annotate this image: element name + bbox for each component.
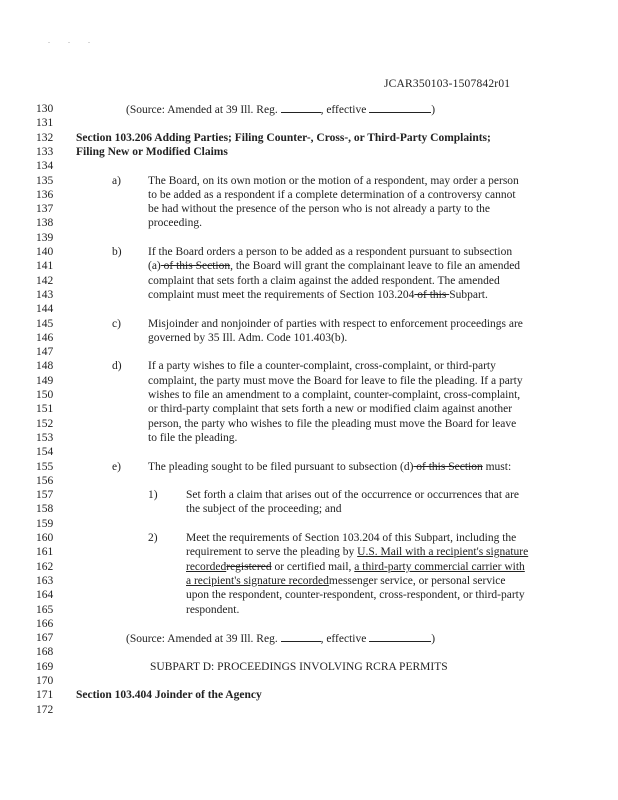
blank-field [281,102,321,113]
line-text [148,317,523,331]
line-text [148,460,511,474]
line-number: 136 [36,188,54,201]
struck-text: of this Section [160,260,231,273]
line-number: 146 [36,331,54,344]
line-text [76,688,262,702]
line-number: 154 [36,446,54,459]
line-number: 165 [36,603,54,616]
blank-field [281,631,321,642]
inserted-text: recorded [186,560,227,573]
line-number: 168 [36,646,54,659]
struck-text: registered [226,560,272,573]
text-run: requirement to serve the pleading by [186,546,358,559]
line-number: 167 [36,632,54,645]
text-run: to file the pleading. [148,431,238,444]
line-number: 145 [36,317,54,330]
text-run: Section 103.206 Adding Parties; Filing Counter-, Cross-, or Third-Party Complaints; [76,131,491,144]
line-number: 159 [36,517,54,530]
text-run: Filing New or Modified Claims [76,145,228,158]
text-run: (a) [148,260,161,273]
blank-field [369,102,431,113]
line-number: 172 [36,703,54,716]
text-run: messenger service, or personal service [328,574,506,587]
line-number: 163 [36,574,54,587]
line-text [148,388,520,402]
line-number: 148 [36,360,54,373]
subsection-label: d) [112,360,122,373]
line-text [150,660,448,674]
line-text [186,545,528,559]
text-run: proceeding. [148,217,202,230]
text-run: ) [431,633,436,646]
line-number: 166 [36,617,54,630]
line-number: 164 [36,589,54,602]
line-text [186,502,342,516]
line-text [186,603,239,617]
line-text [186,588,525,602]
blank-field [369,631,431,642]
text-run: (Source: Amended at 39 Ill. Reg. [126,104,281,116]
inserted-text: a third-party commercial carrier with [354,560,525,573]
line-text [76,131,491,145]
line-text [148,402,512,416]
text-run: Misjoinder and nonjoinder of parties with respect to enforcement proceedings are [148,317,523,330]
line-text [148,202,490,216]
line-number: 153 [36,431,54,444]
line-text [148,216,202,230]
text-run: If a party wishes to file a counter-complaint, cross-complaint, or third-party [148,360,496,373]
line-text [148,245,512,259]
text-run: the subject of the proceeding; and [186,503,342,516]
line-text [126,102,435,117]
line-number: 131 [36,117,54,130]
line-text [148,274,500,288]
line-text [148,174,519,188]
line-number: 170 [36,675,54,687]
line-number: 143 [36,288,54,301]
text-run: , effective [320,633,370,646]
subsection-label: a) [112,174,121,187]
subsection-label: e) [112,460,121,473]
line-number: 141 [36,260,54,273]
line-number: 149 [36,374,54,387]
line-number: 158 [36,503,54,516]
line-number: 139 [36,231,54,244]
line-number: 160 [36,532,54,544]
text-run: If the Board orders a person to be added as a respondent pursuant to subsection [148,246,513,258]
text-run: person, the party who wishes to file the pleading must move the Board for leave [148,417,517,430]
text-run: or third-party complaint that sets forth a new or modified claim against another [148,403,513,416]
line-text [186,560,525,574]
line-number: 130 [36,103,54,115]
line-number: 137 [36,203,54,216]
text-run: complaint, the party must move the Board for leave to file the pleading. If a party [148,374,523,387]
line-number: 144 [36,303,54,316]
line-text [148,359,496,373]
line-text [148,374,523,388]
text-run: ) [431,104,436,116]
text-run: complaint that sets forth a claim against the added respondent. The amended [148,274,500,287]
text-run: be had without the presence of the person who is not already a party to the [148,203,491,216]
text-run: The Board, on its own motion or the motion of a respondent, may order a person [148,174,519,187]
line-number: 132 [36,131,54,144]
inserted-text: U.S. Mail with a recipient's signature [357,546,529,559]
line-number: 157 [36,489,54,502]
line-number: 147 [36,346,54,359]
document-id-header: JCAR350103-1507842r01 [384,78,511,90]
line-text [148,188,516,202]
line-number: 151 [36,403,54,416]
line-text [148,288,488,302]
text-run: respondent. [186,603,240,616]
line-text [186,488,519,502]
item-label: 2) [148,532,158,544]
text-run: Set forth a claim that arises out of the occurrence or occurrences that are [186,489,520,502]
text-run: upon the respondent, counter-respondent, cross-respondent, or third-party [186,589,525,602]
line-number: 162 [36,560,54,573]
subsection-label: b) [112,246,122,258]
line-text [76,145,228,159]
text-run: SUBPART D: PROCEEDINGS INVOLVING RCRA PERMITS [150,660,448,673]
text-run: Meet the requirements of Section 103.204 of this Subpart, including the [186,532,517,544]
line-number: 135 [36,174,54,187]
line-text [148,417,516,431]
line-text [148,259,520,273]
line-text [186,574,505,588]
line-number: 171 [36,689,54,702]
line-text [148,431,237,445]
struck-text: of this [414,288,450,301]
text-run: governed by 35 Ill. Adm. Code 101.403(b). [148,331,348,344]
line-number: 142 [36,274,54,287]
text-run: (Source: Amended at 39 Ill. Reg. [126,633,281,646]
line-number: 152 [36,417,54,430]
line-number: 138 [36,217,54,230]
text-run: , the Board will grant the complainant leave to file an amended [230,260,521,273]
line-number: 134 [36,160,54,173]
line-number: 140 [36,246,54,258]
line-text [126,631,435,646]
subsection-label: c) [112,317,121,330]
text-run: to be added as a respondent if a complete determination of a controversy cannot [148,188,516,201]
line-number: 155 [36,460,54,473]
line-number: 156 [36,474,54,487]
inserted-text: a recipient's signature recorded [186,574,329,587]
text-run: Section 103.404 Joinder of the Agency [76,689,262,702]
line-number: 150 [36,389,54,401]
struck-text: of this Section [413,460,483,473]
text-run: Subpart. [449,288,488,301]
text-run: complaint must meet the requirements of Section 103.204 [148,288,415,301]
line-number: 133 [36,145,54,158]
text-run: , effective [320,104,370,116]
item-label: 1) [148,489,158,502]
line-number: 169 [36,660,54,673]
line-text [148,331,347,345]
text-run: or certified mail, [271,560,355,573]
text-run: wishes to file an amendment to a complaint, counter-complaint, cross-complaint, [148,389,521,401]
scan-marks: . . . [48,36,98,45]
text-run: The pleading sought to be filed pursuant to subsection (d) [148,460,414,473]
line-number: 161 [36,546,54,559]
text-run: must: [482,460,512,473]
line-text [186,531,516,545]
